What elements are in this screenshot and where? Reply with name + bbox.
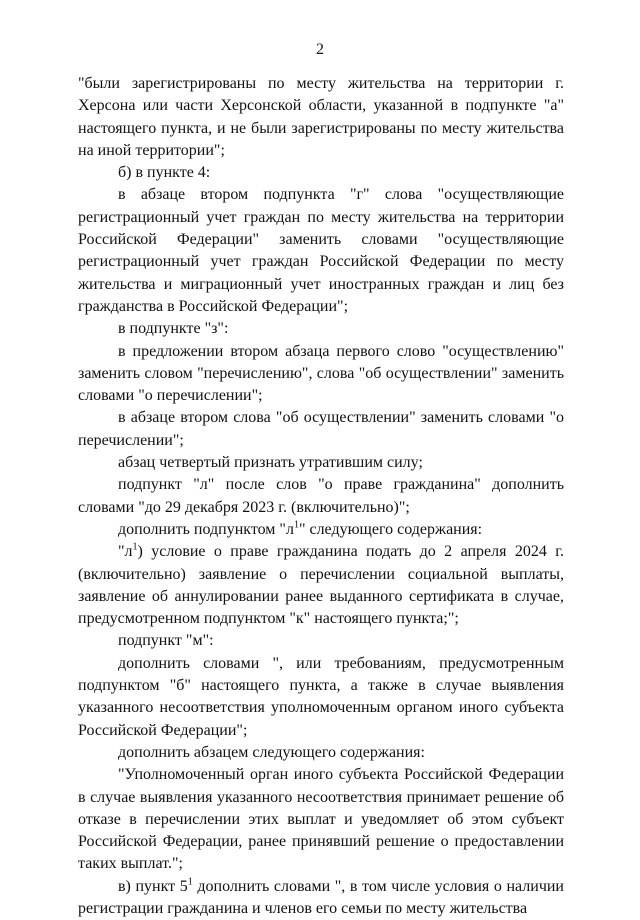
paragraph-9-post: " следующего содержания: bbox=[298, 520, 483, 538]
paragraph-4: в подпункте "з": bbox=[118, 320, 229, 338]
paragraph-7: абзац четвертый признать утратившим силу; bbox=[118, 454, 423, 472]
paragraph-9-pre: дополнить подпунктом "л bbox=[118, 520, 294, 538]
paragraph-13: дополнить абзацем следующего содержания: bbox=[118, 743, 425, 761]
paragraph-12: дополнить словами ", или требованиям, предусмотренным подпунктом "б" настоящего пункта, а также в случае выявления указанного несоответствия уполномоченным органом иного субъекта Российской Федерации"; bbox=[78, 654, 564, 739]
document-body bbox=[78, 73, 564, 920]
paragraph-2: б) в пункте 4: bbox=[118, 164, 211, 182]
paragraph-15-post: дополнить словами ", в том числе условия о наличии регистрации гражданина и членов его семьи по месту жительства bbox=[78, 877, 564, 917]
paragraph-15-pre: в) пункт 5 bbox=[118, 877, 188, 895]
paragraph-10-post: ) условие о праве гражданина подать до 2 апреля 2024 г. (включительно) заявление о перечислении социальной выплаты, заявление об аннулировании ранее выданного сертификата в случае, предусмотренном подпунктом "к" настоящего пункта;"; bbox=[78, 543, 564, 628]
paragraph-6: в абзаце втором слова "об осуществлении" заменить словами "о перечислении"; bbox=[78, 409, 564, 449]
paragraph-10-sup: 1 bbox=[132, 541, 138, 553]
paragraph-9 bbox=[78, 519, 564, 541]
paragraph-15 bbox=[78, 876, 564, 920]
paragraph-11: подпункт "м": bbox=[118, 632, 214, 650]
paragraph-8: подпункт "л" после слов "о праве гражданина" дополнить словами "до 29 декабря 2023 г. (включительно)"; bbox=[78, 476, 564, 516]
paragraph-9-sup: 1 bbox=[293, 519, 299, 531]
paragraph-15-sup: 1 bbox=[187, 876, 193, 888]
paragraph-14: "Уполномоченный орган иного субъекта Российской Федерации в случае выявления указанного несоответствия принимает решение об отказе в перечислении этих выплат и уведомляет об этом субъект Российской Федерации, ранее принявший решение о предоставлении таких выплат."; bbox=[78, 766, 564, 873]
paragraph-10 bbox=[78, 541, 564, 630]
page-number: 2 bbox=[316, 41, 324, 58]
paragraph-1: "были зарегистрированы по месту жительства на территории г. Херсона или части Херсонской области, указанной в подпункте "а" настоящего пункта, и не были зарегистрированы по месту жительства на иной территории"; bbox=[78, 75, 564, 159]
paragraph-5: в предложении втором абзаца первого слово "осуществлению" заменить словом "перечислению", слова "об осуществлении" заменить словами "о перечислении"; bbox=[78, 342, 564, 405]
paragraph-3: в абзаце втором подпункта "г" слова "осуществляющие регистрационный учет граждан по месту жительства на территории Российской Федерации" заменить словами "осуществляющие регистрационный учет граждан Российской Федерации по месту жительства и миграционный учет иностранных граждан и лиц без гражданства в Российской Федерации"; bbox=[78, 186, 564, 315]
paragraph-10-pre: "л bbox=[118, 543, 133, 561]
